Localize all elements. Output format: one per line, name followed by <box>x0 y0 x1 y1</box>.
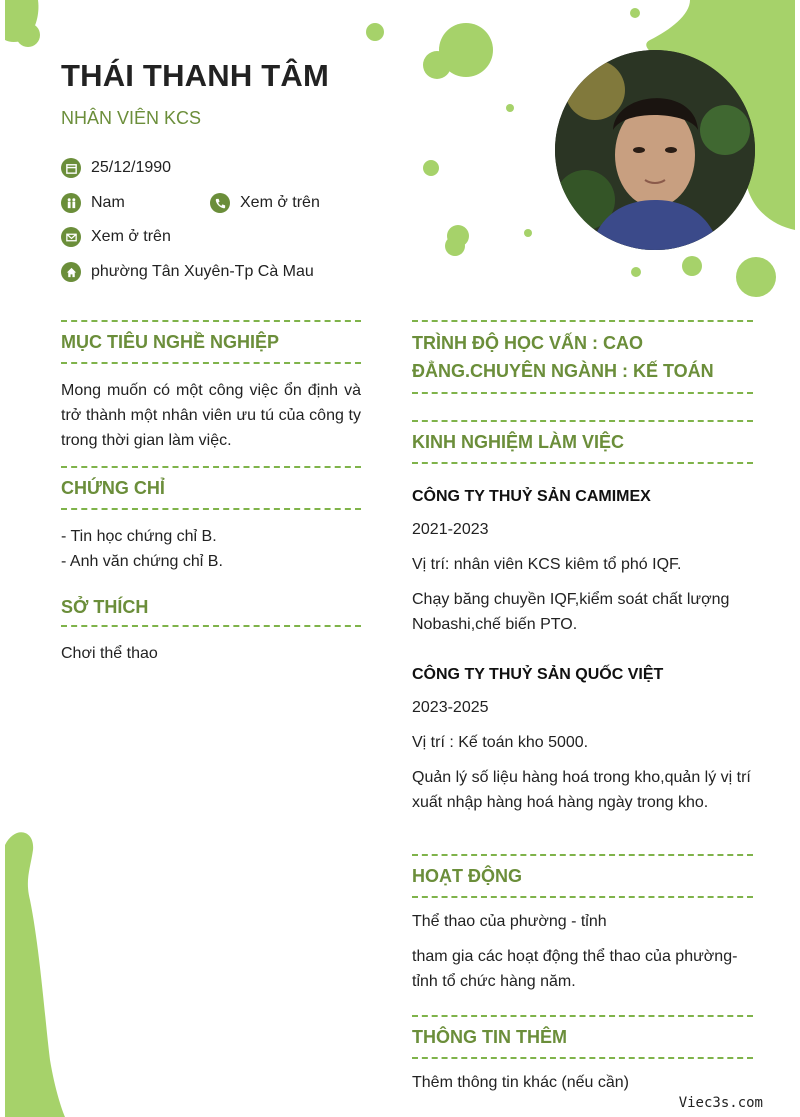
job-period: 2023-2025 <box>412 699 489 716</box>
certificate-item: - Tin học chứng chỉ B. <box>61 528 217 545</box>
job-entry <box>412 488 753 637</box>
address-row <box>61 262 314 282</box>
job-entry <box>412 666 753 815</box>
phone-value: Xem ở trên <box>240 194 320 211</box>
experience-section <box>412 420 753 815</box>
activity-description: tham gia các hoạt động thể thao của phường- tỉnh tổ chức hàng năm. <box>412 948 738 990</box>
education-section <box>412 320 753 394</box>
avatar-illustration <box>555 50 755 250</box>
gender-value: Nam <box>91 194 125 211</box>
hobbies-section <box>61 589 361 666</box>
experience-heading: KINH NGHIỆM LÀM VIỆC <box>412 420 753 464</box>
objective-text: Mong muốn có một công việc ổn định và trở thành một nhân viên ưu tú của công ty trong thời gian làm việc. <box>61 382 361 449</box>
dob-row <box>61 158 171 178</box>
activities-section <box>412 854 753 994</box>
job-description: Quản lý số liệu hàng hoá trong kho,quản lý vị trí xuất nhập hàng hoá hàng ngày trong kho. <box>412 769 751 811</box>
job-company: CÔNG TY THUỶ SẢN QUỐC VIỆT <box>412 666 664 683</box>
more-info-text: Thêm thông tin khác (nếu cần) <box>412 1074 630 1091</box>
home-icon <box>61 262 81 282</box>
activities-heading: HOẠT ĐỘNG <box>412 854 753 898</box>
objective-section <box>61 320 361 453</box>
objective-heading: MỤC TIÊU NGHỀ NGHIỆP <box>61 320 361 364</box>
profile-photo <box>555 50 755 250</box>
certificates-heading: CHỨNG CHỈ <box>61 466 361 510</box>
email-row <box>61 227 171 247</box>
address-value: phường Tân Xuyên-Tp Cà Mau <box>91 263 314 280</box>
job-role: Vị trí: nhân viên KCS kiêm tổ phó IQF. <box>412 556 682 573</box>
job-company: CÔNG TY THUỶ SẢN CAMIMEX <box>412 488 651 505</box>
activity-title: Thể thao của phường - tỉnh <box>412 913 607 930</box>
phone-icon <box>210 193 230 213</box>
education-heading-line1: TRÌNH ĐỘ HỌC VẤN : CAO <box>412 333 643 353</box>
dob-value: 25/12/1990 <box>91 159 172 176</box>
candidate-name: THÁI THANH TÂM <box>61 58 329 93</box>
watermark: Viec3s.com <box>678 1095 763 1111</box>
certificate-item: - Anh văn chứng chỉ B. <box>61 553 223 570</box>
hobbies-heading: SỞ THÍCH <box>61 589 361 627</box>
hobbies-text: Chơi thể thao <box>61 645 158 662</box>
job-title: NHÂN VIÊN KCS <box>61 108 202 128</box>
education-heading-line2: ĐẲNG.CHUYÊN NGÀNH : KẾ TOÁN <box>412 361 714 381</box>
email-value: Xem ở trên <box>91 228 171 245</box>
more-info-section <box>412 1015 753 1095</box>
calendar-icon <box>61 158 81 178</box>
job-role: Vị trí : Kế toán kho 5000. <box>412 734 589 751</box>
job-description: Chạy băng chuyền IQF,kiểm soát chất lượng Nobashi,chế biến PTO. <box>412 591 730 633</box>
job-period: 2021-2023 <box>412 521 489 538</box>
email-icon <box>61 227 81 247</box>
phone-row <box>210 193 320 213</box>
education-heading <box>412 320 753 394</box>
gender-row <box>61 193 125 213</box>
more-info-heading: THÔNG TIN THÊM <box>412 1015 753 1059</box>
gender-icon <box>61 193 81 213</box>
certificates-section <box>61 466 361 574</box>
